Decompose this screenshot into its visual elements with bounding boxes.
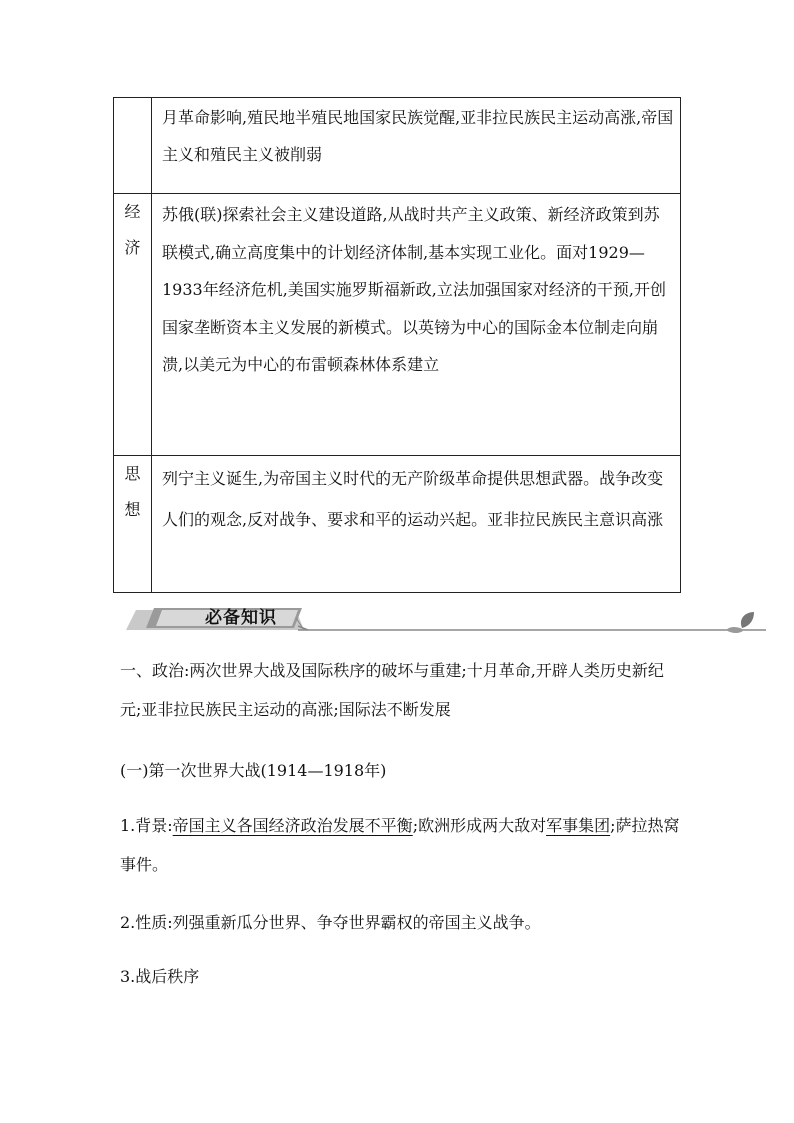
subsection-heading: (一)第一次世界大战(1914—1918年) <box>120 761 387 780</box>
underlined-term: 帝国主义各国经济政治发展不平衡 <box>172 816 413 835</box>
category-cell-economy <box>114 194 152 456</box>
summary-table <box>113 97 681 593</box>
item-label: 1.背景: <box>120 816 173 835</box>
item-nature: 2.性质:列强重新瓜分世界、争夺世界霸权的帝国主义战争。 <box>120 913 541 932</box>
table-row <box>114 98 681 194</box>
content-cell <box>152 98 681 194</box>
item-text: ;萨拉热窝事件。 <box>120 816 680 874</box>
category-cell-thought <box>114 456 152 593</box>
category-char: 思 <box>124 464 141 483</box>
category-char: 想 <box>124 500 141 519</box>
category-label-economy <box>114 194 151 266</box>
underlined-term: 军事集团 <box>546 816 611 835</box>
content-text: 苏俄(联)探索社会主义建设道路,从战时共产主义政策、新经济政策到苏联模式,确立高度集中的计划经济体制,基本实现工业化。面对1929—1933年经济危机,美国实施罗斯福新政,立法加强国家对经济的干预,开创国家垄断资本主义发展的新模式。以英镑为中心的国际金本位制走向崩溃,以美元为中心的布雷顿森林体系建立 <box>162 205 666 374</box>
content-cell <box>152 194 681 456</box>
banner-title: 必备知识 <box>205 608 277 628</box>
table-row <box>114 194 681 456</box>
content-text: 月革命影响,殖民地半殖民地国家民族觉醒,亚非拉民族民主运动高涨,帝国主义和殖民主义被削弱 <box>162 108 674 164</box>
section-banner <box>126 604 774 634</box>
content-cell <box>152 456 681 593</box>
item-postwar-order: 3.战后秩序 <box>120 967 200 986</box>
category-label-thought <box>114 456 151 528</box>
item-text: ;欧洲形成两大敌对 <box>412 816 547 835</box>
content-text: 列宁主义诞生,为帝国主义时代的无产阶级革命提供思想武器。战争改变人们的观念,反对战争、要求和平的运动兴起。亚非拉民族民主意识高涨 <box>162 469 664 529</box>
item-background <box>120 806 680 884</box>
category-char: 济 <box>124 238 141 257</box>
table-row <box>114 456 681 593</box>
category-cell <box>114 98 152 194</box>
section-heading: 一、政治:两次世界大战及国际秩序的破坏与重建;十月革命,开辟人类历史新纪元;亚非拉民族民主运动的高涨;国际法不断发展 <box>120 661 664 719</box>
category-char: 经 <box>124 202 141 221</box>
